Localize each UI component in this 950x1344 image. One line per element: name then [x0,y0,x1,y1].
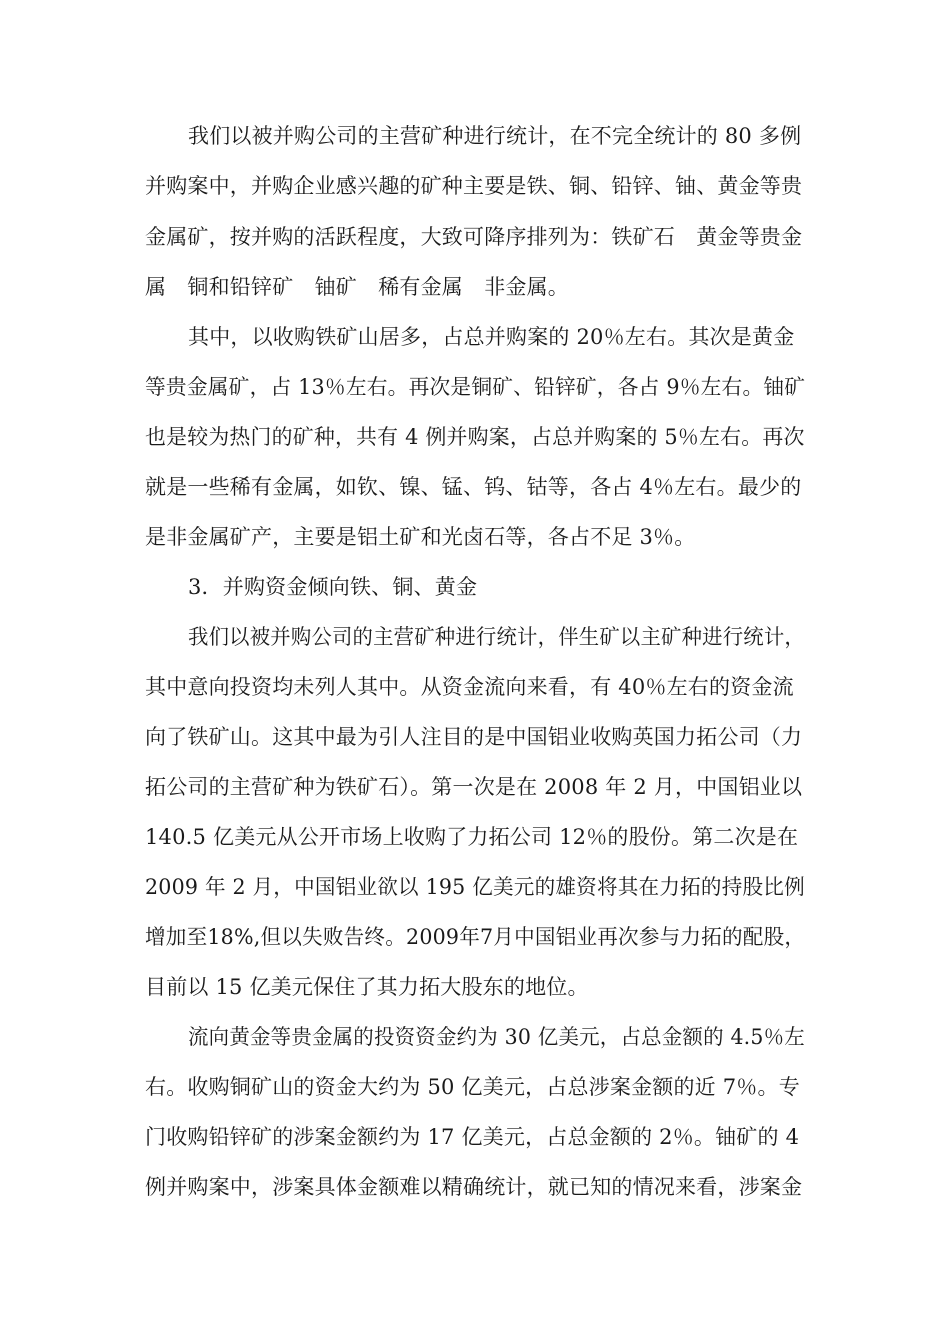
text-line: 金属矿，按并购的活跃程度，大致可降序排列为：铁矿石 黄金等贵金 [145,225,803,249]
text-line: 右。收购铜矿山的资金大约为 50 亿美元，占总涉案金额的近 7％。专 [145,1075,800,1099]
text-line: 就是一些稀有金属，如钦、镍、锰、钨、钴等，各占 4％左右。最少的 [145,475,802,499]
text-line: 等贵金属矿，占 13％左右。再次是铜矿、铅锌矿，各占 9％左右。铀矿 [145,375,806,399]
text-line: 例并购案中，涉案具体金额难以精确统计，就已知的情况来看，涉案金 [145,1175,803,1199]
text-line: 也是较为热门的矿种，共有 4 例并购案，占总并购案的 5％左右。再次 [145,425,805,449]
text-line: 2009 年 2 月，中国铝业欲以 195 亿美元的雄资将其在力拓的持股比例 [145,875,805,899]
text-line: 流向黄金等贵金属的投资资金约为 30 亿美元，占总金额的 4.5％左 [188,1025,805,1049]
text-line: 其中，以收购铁矿山居多，占总并购案的 20％左右。其次是黄金 [188,325,795,349]
text-line: 我们以被并购公司的主营矿种进行统计，伴生矿以主矿种进行统计， [188,625,805,649]
text-line: 向了铁矿山。这其中最为引人注目的是中国铝业收购英国力拓公司（力 [145,725,803,749]
text-line: 门收购铅锌矿的涉案金额约为 17 亿美元，占总金额的 2％。铀矿的 4 [145,1125,800,1149]
text-line: 我们以被并购公司的主营矿种进行统计，在不完全统计的 80 多例 [188,124,802,148]
text-line: 拓公司的主营矿种为铁矿石）。第一次是在 2008 年 2 月，中国铝业以 [145,775,803,799]
section-heading: 3．并购资金倾向铁、铜、黄金 [188,575,478,599]
text-line: 并购案中，并购企业感兴趣的矿种主要是铁、铜、铅锌、铀、黄金等贵 [145,174,803,198]
text-line: 是非金属矿产，主要是铝土矿和光卤石等，各占不足 3％。 [145,525,696,549]
text-line: 增加至18%,但以失败告终。2009年7月中国铝业再次参与力拓的配股， [145,925,806,949]
text-line: 其中意向投资均未列人其中。从资金流向来看，有 40％左右的资金流 [145,675,794,699]
text-line: 140.5 亿美元从公开市场上收购了力拓公司 12％的股份。第二次是在 [145,825,799,849]
text-line: 属 铜和铅锌矿 铀矿 稀有金属 非金属。 [145,275,569,299]
text-line: 目前以 15 亿美元保住了其力拓大股东的地位。 [145,975,589,999]
